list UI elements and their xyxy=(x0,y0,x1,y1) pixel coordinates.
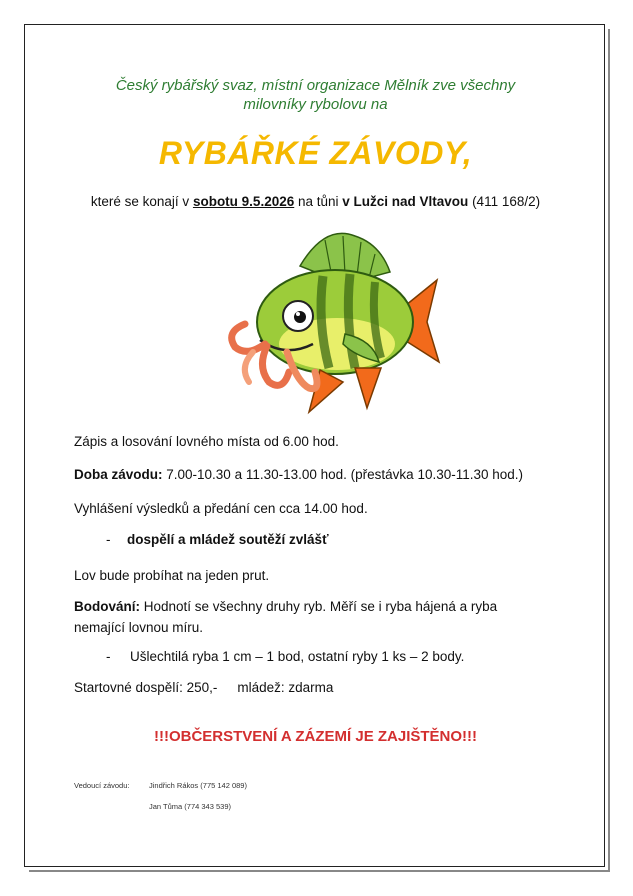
subtitle-mid: na tůni xyxy=(294,194,343,209)
scoring-line-2: nemající lovnou míru. xyxy=(74,620,204,635)
intro-line-2: milovníky rybolovu na xyxy=(243,96,388,113)
organizers-label: Vedoucí závodu: xyxy=(74,781,130,790)
bullet-dash-2: - xyxy=(106,649,111,664)
results-info: Vyhlášení výsledků a předání cen cca 14.00 hod. xyxy=(74,501,368,516)
bullet-dash-1: - xyxy=(106,532,111,547)
scoring-line-1 xyxy=(74,596,554,617)
entry-fee xyxy=(74,677,554,698)
duration-value: 7.00-10.30 a 11.30-13.00 hod. (přestávka 10.30-11.30 hod.) xyxy=(162,467,524,482)
event-date: sobotu 9.5.2026 xyxy=(192,194,295,209)
fee-adults: Startovné dospělí: 250,- xyxy=(74,680,218,695)
categories-note: dospělí a mládež soutěží zvlášť xyxy=(127,532,329,547)
page-title: RYBÁŘKÉ ZÁVODY, xyxy=(158,135,473,171)
event-subtitle xyxy=(30,194,601,209)
scoring-text-1: Hodnotí se všechny druhy ryb. Měří se i ryba hájená a ryba xyxy=(140,599,498,614)
one-rod-rule: Lov bude probíhat na jeden prut. xyxy=(74,568,270,583)
subtitle-pre: které se konají v xyxy=(90,194,193,209)
organizer-1: Jindřich Rákos (775 142 089) xyxy=(149,781,247,790)
intro-text xyxy=(60,76,571,114)
event-place: v Lužci nad Vltavou xyxy=(342,194,469,209)
scoring-label: Bodování: xyxy=(74,599,140,614)
registration-info: Zápis a losování lovného místa od 6.00 hod. xyxy=(74,434,339,449)
refreshments-notice: !!!OBČERSTVENÍ A ZÁZEMÍ JE ZAJIŠTĚNO!!! xyxy=(153,728,478,745)
scoring-info xyxy=(74,596,554,638)
fish-illustration xyxy=(205,222,445,420)
race-duration xyxy=(74,464,574,485)
duration-label: Doba závodu: xyxy=(74,467,163,482)
points-note: Ušlechtilá ryba 1 cm – 1 bod, ostatní ryby 1 ks – 2 body. xyxy=(130,649,465,664)
fee-youth: mládež: zdarma xyxy=(237,680,334,695)
subtitle-post: (411 168/2) xyxy=(468,194,541,209)
organizer-2: Jan Tůma (774 343 539) xyxy=(149,802,231,811)
intro-line-1: Český rybářský svaz, místní organizace Mělník zve všechny xyxy=(115,77,516,94)
